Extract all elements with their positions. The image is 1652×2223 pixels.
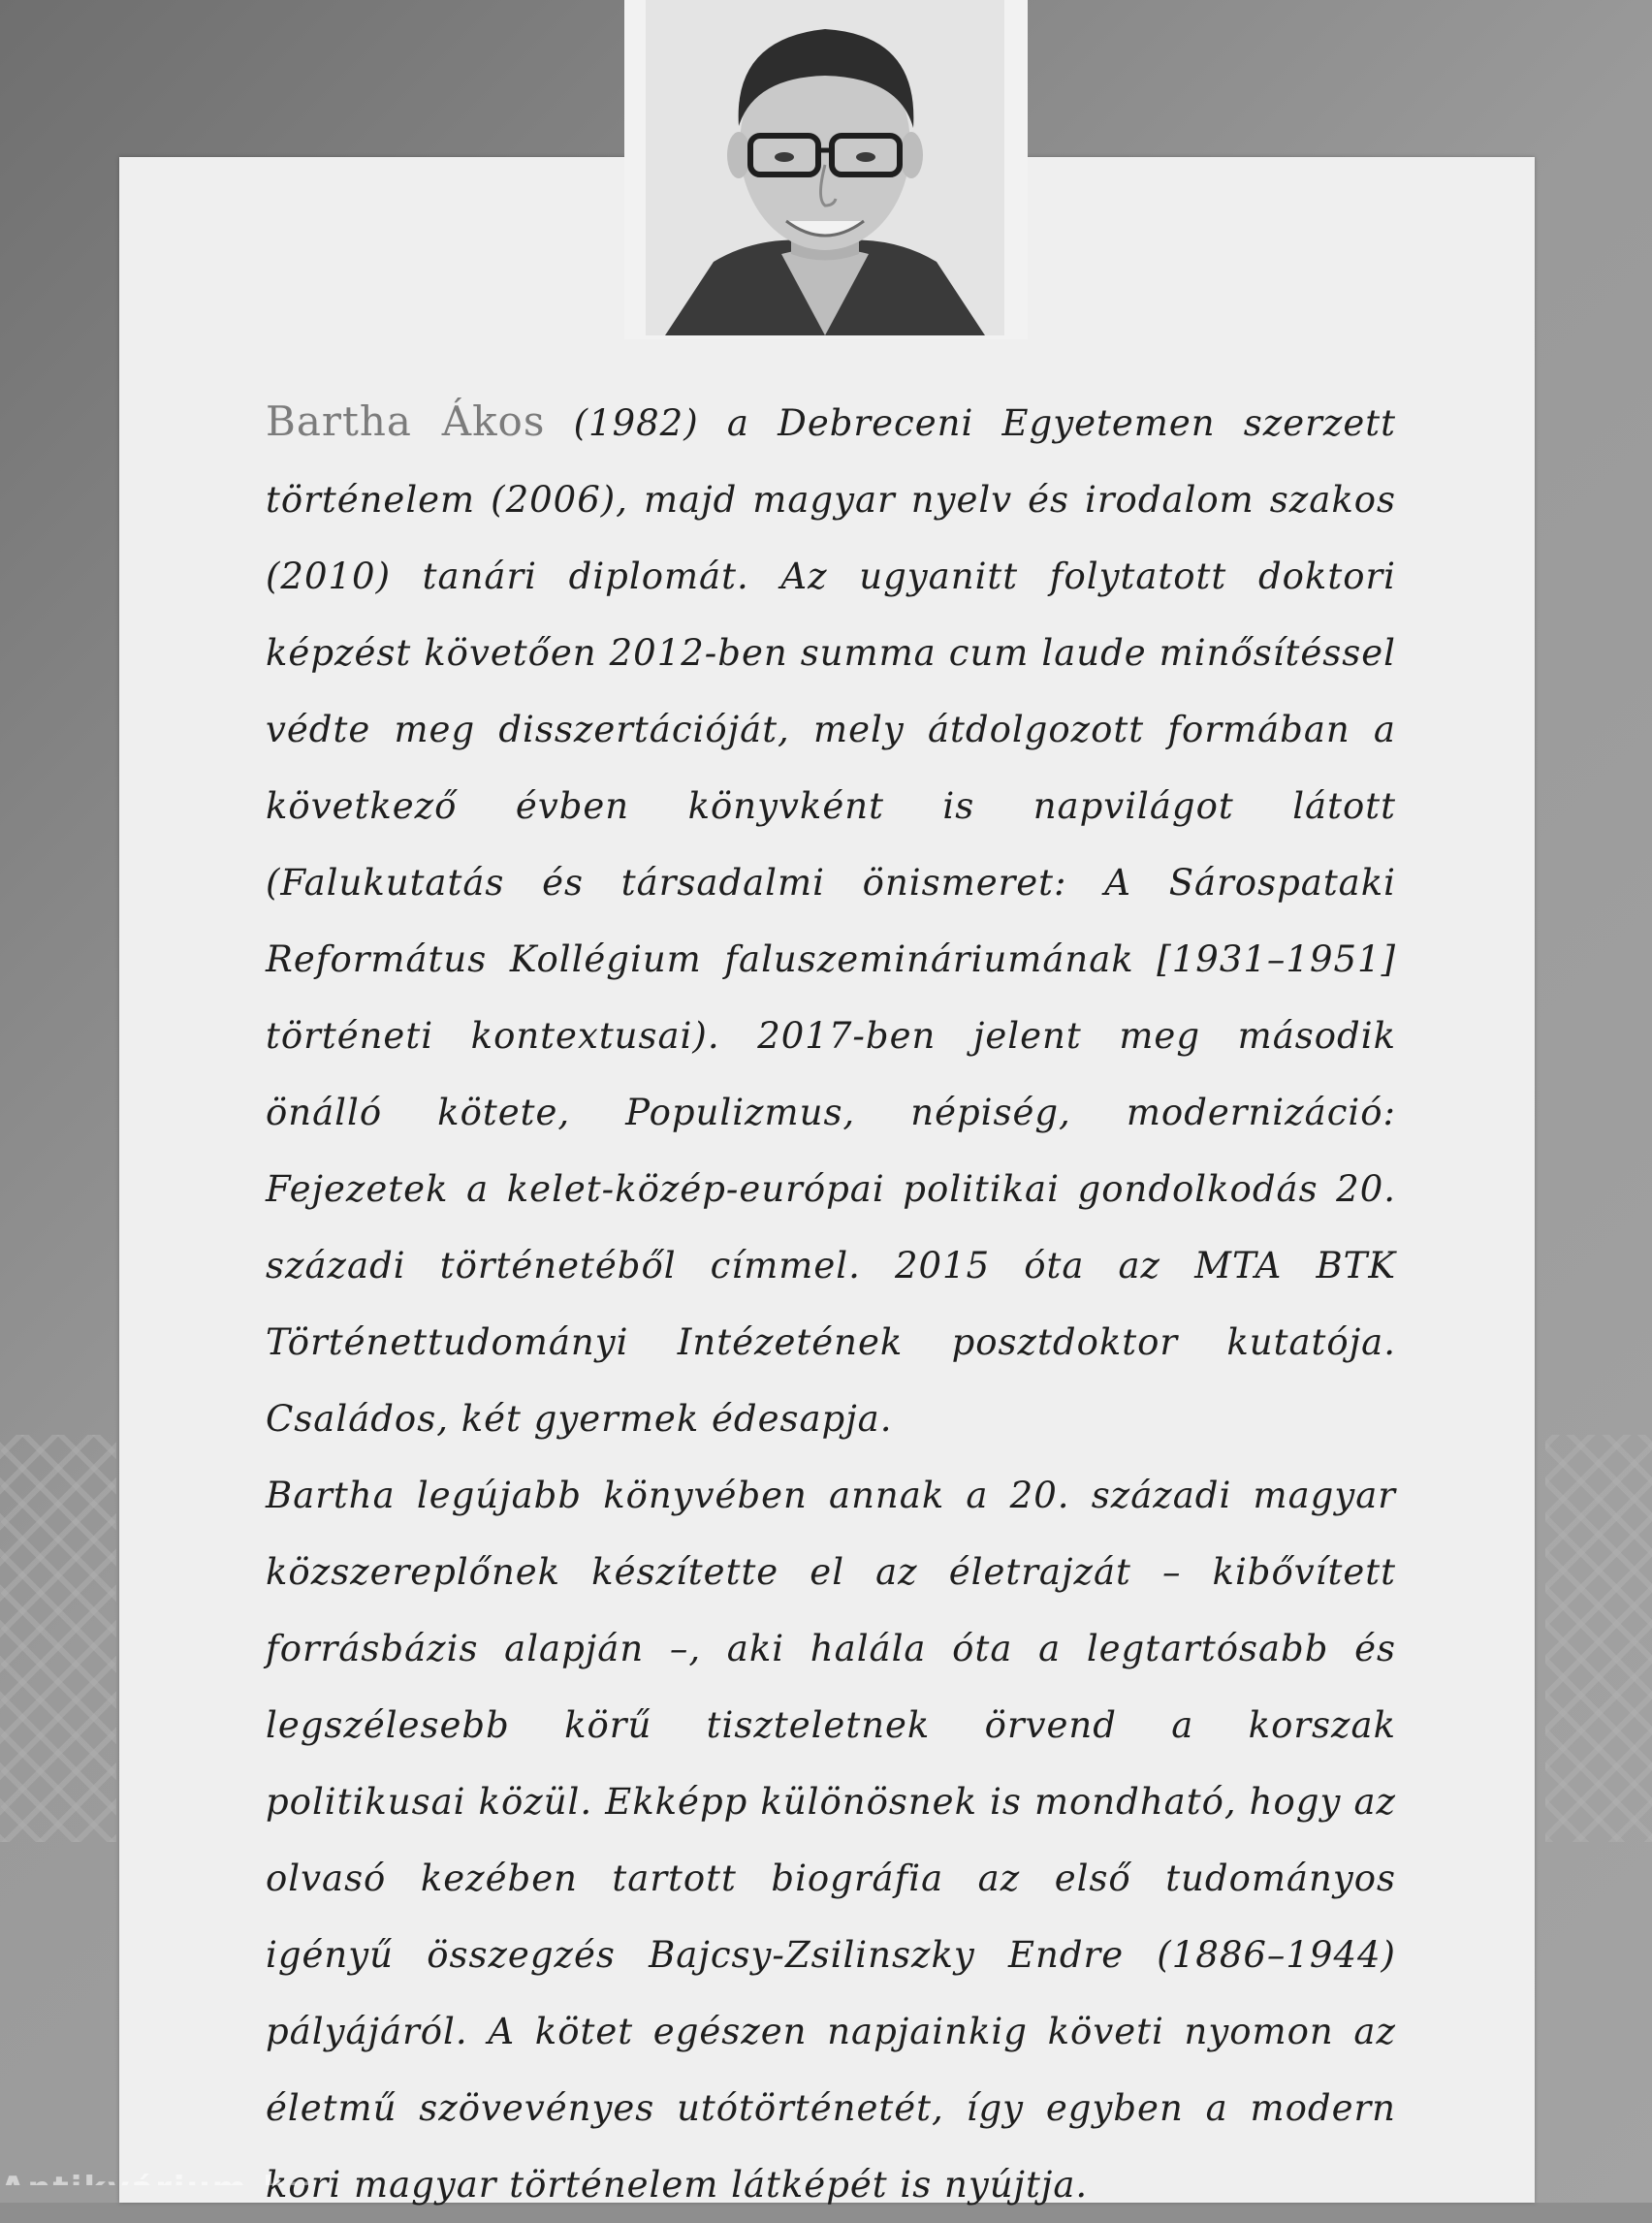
biography-paragraph-2: Bartha legújabb könyvében annak a 20. századi magyar közszereplőnek készítette el az életrajzát – kibővített forrásbázis alapján –, aki halála óta a legtartósabb és legszélesebb körű tiszteletnek örvend a korszak politikusai közül. Ekképp különösnek is mondható, hogy az olvasó kezében tartott biográfia az első tudományos igényű összegzés Bajcsy-Zsilinszky Endre (1886–1944) pályájáról. A kötet egészen napjainkig követi nyomon az életmű szövevényes utótörténetét, így egyben a modern kori magyar történelem látképét is nyújtja. <box>266 1475 1396 2206</box>
biography-paragraph-1 <box>266 383 1396 1457</box>
right-ornament-pattern <box>1545 1435 1652 1842</box>
author-portrait-image <box>646 0 1004 335</box>
biography-text <box>266 383 1396 2223</box>
author-photo <box>646 0 1004 335</box>
left-ornament-pattern <box>0 1435 116 1842</box>
author-name: Bartha Ákos <box>266 397 546 445</box>
biography-paragraph-1-text: (1982) a Debreceni Egyetemen szerzett történelem (2006), majd magyar nyelv és irodalom szakos (2010) tanári diplomát. Az ugyanitt folytatott doktori képzést követően 2012-ben summa cum laude minősítéssel védte meg disszertációját, mely átdolgozott formában a következő évben könyvként is napvilágot látott (Falukutatás és társadalmi önismeret: A Sárospataki Református Kollégium faluszemináriumának [1931–1951] történeti kontextusai). 2017-ben jelent meg második önálló kötete, Populizmus, népiség, modernizáció: Fejezetek a kelet-közép-európai politikai gondolkodás 20. századi történetéből címmel. 2015 óta az MTA BTK Történettudományi Intézetének posztdoktor kutatója. Családos, két gyermek édesapja. <box>266 402 1396 1440</box>
